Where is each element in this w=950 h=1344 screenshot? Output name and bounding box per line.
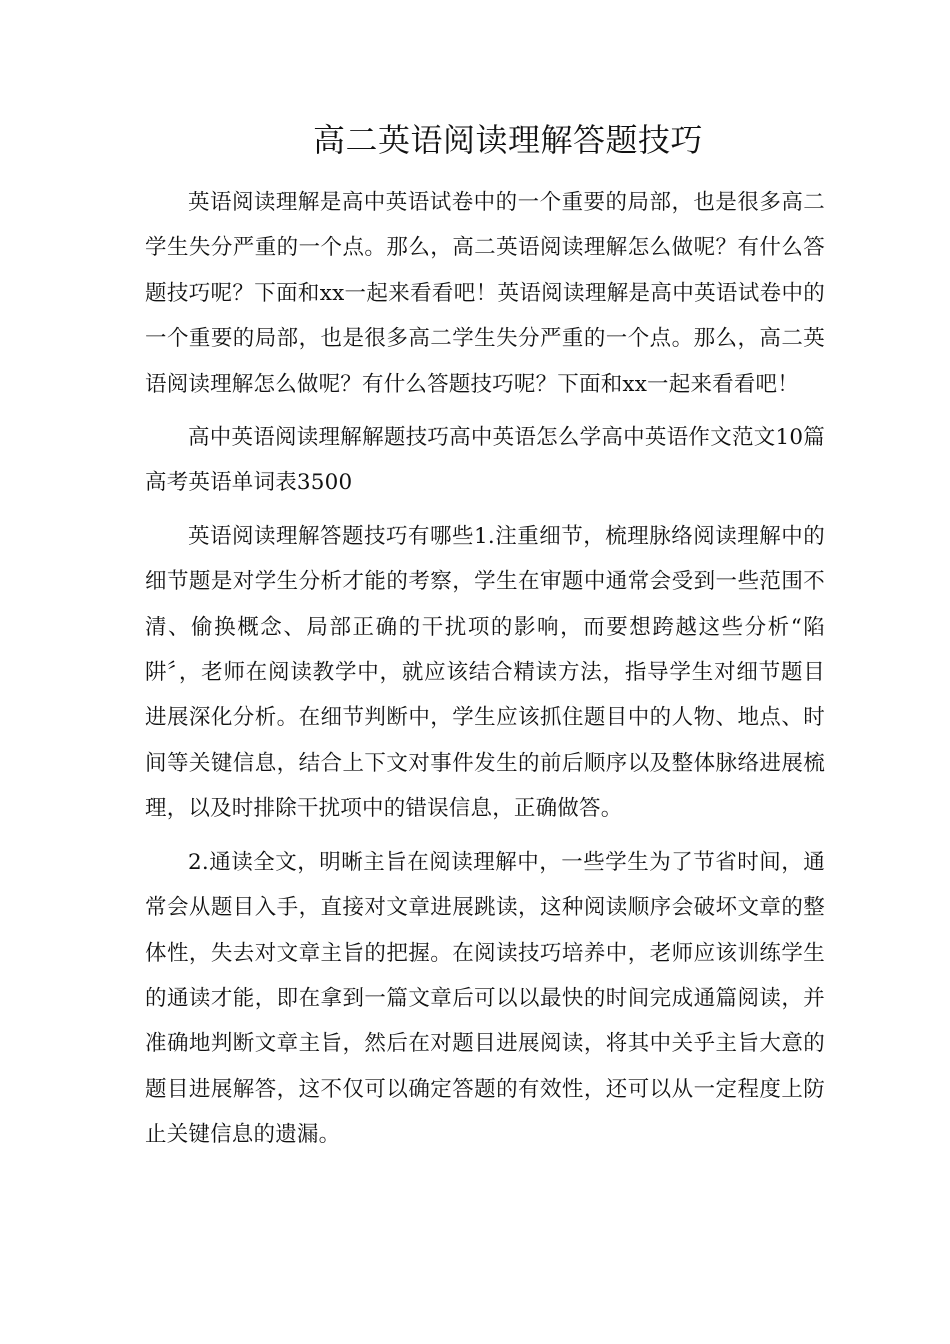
paragraph-intro: 英语阅读理解是高中英语试卷中的一个重要的局部，也是很多高二学生失分严重的一个点。那么，高二英语阅读理解怎么做呢？有什么答题技巧呢？下面和xx一起来看看吧！英语阅读理解是高中英语试卷中的一个重要的局部，也是很多高二学生失分严重的一个点。那么，高二英语阅读理解怎么做呢？有什么答题技巧呢？下面和xx一起来看看吧！ <box>145 190 825 397</box>
paragraph-related-links: 高中英语阅读理解解题技巧高中英语怎么学高中英语作文范文10篇高考英语单词表3500 <box>145 425 825 496</box>
document-body <box>145 180 825 1166</box>
paragraph-tip-2: 2.通读全文，明晰主旨在阅读理解中，一些学生为了节省时间，通常会从题目入手，直接对文章进展跳读，这种阅读顺序会破坏文章的整体性，失去对文章主旨的把握。在阅读技巧培养中，老师应该训练学生的通读才能，即在拿到一篇文章后可以以最快的时间完成通篇阅读，并准确地判断文章主旨，然后在对题目进展阅读，将其中关乎主旨大意的题目进展解答，这不仅可以确定答题的有效性，还可以从一定程度上防止关键信息的遗漏。 <box>145 849 825 1148</box>
document-title: 高二英语阅读理解答题技巧 <box>312 121 703 159</box>
paragraph-tip-1: 英语阅读理解答题技巧有哪些1.注重细节，梳理脉络阅读理解中的细节题是对学生分析才能的考察，学生在审题中通常会受到一些范围不清、偷换概念、局部正确的干扰项的影响，而要想跨越这些分析“陷阱〞，老师在阅读教学中，就应该结合精读方法，指导学生对细节题目进展深化分析。在细节判断中，学生应该抓住题目中的人物、地点、时间等关键信息，结合上下文对事件发生的前后顺序以及整体脉络进展梳理，以及时排除干扰项中的错误信息，正确做答。 <box>145 523 825 822</box>
